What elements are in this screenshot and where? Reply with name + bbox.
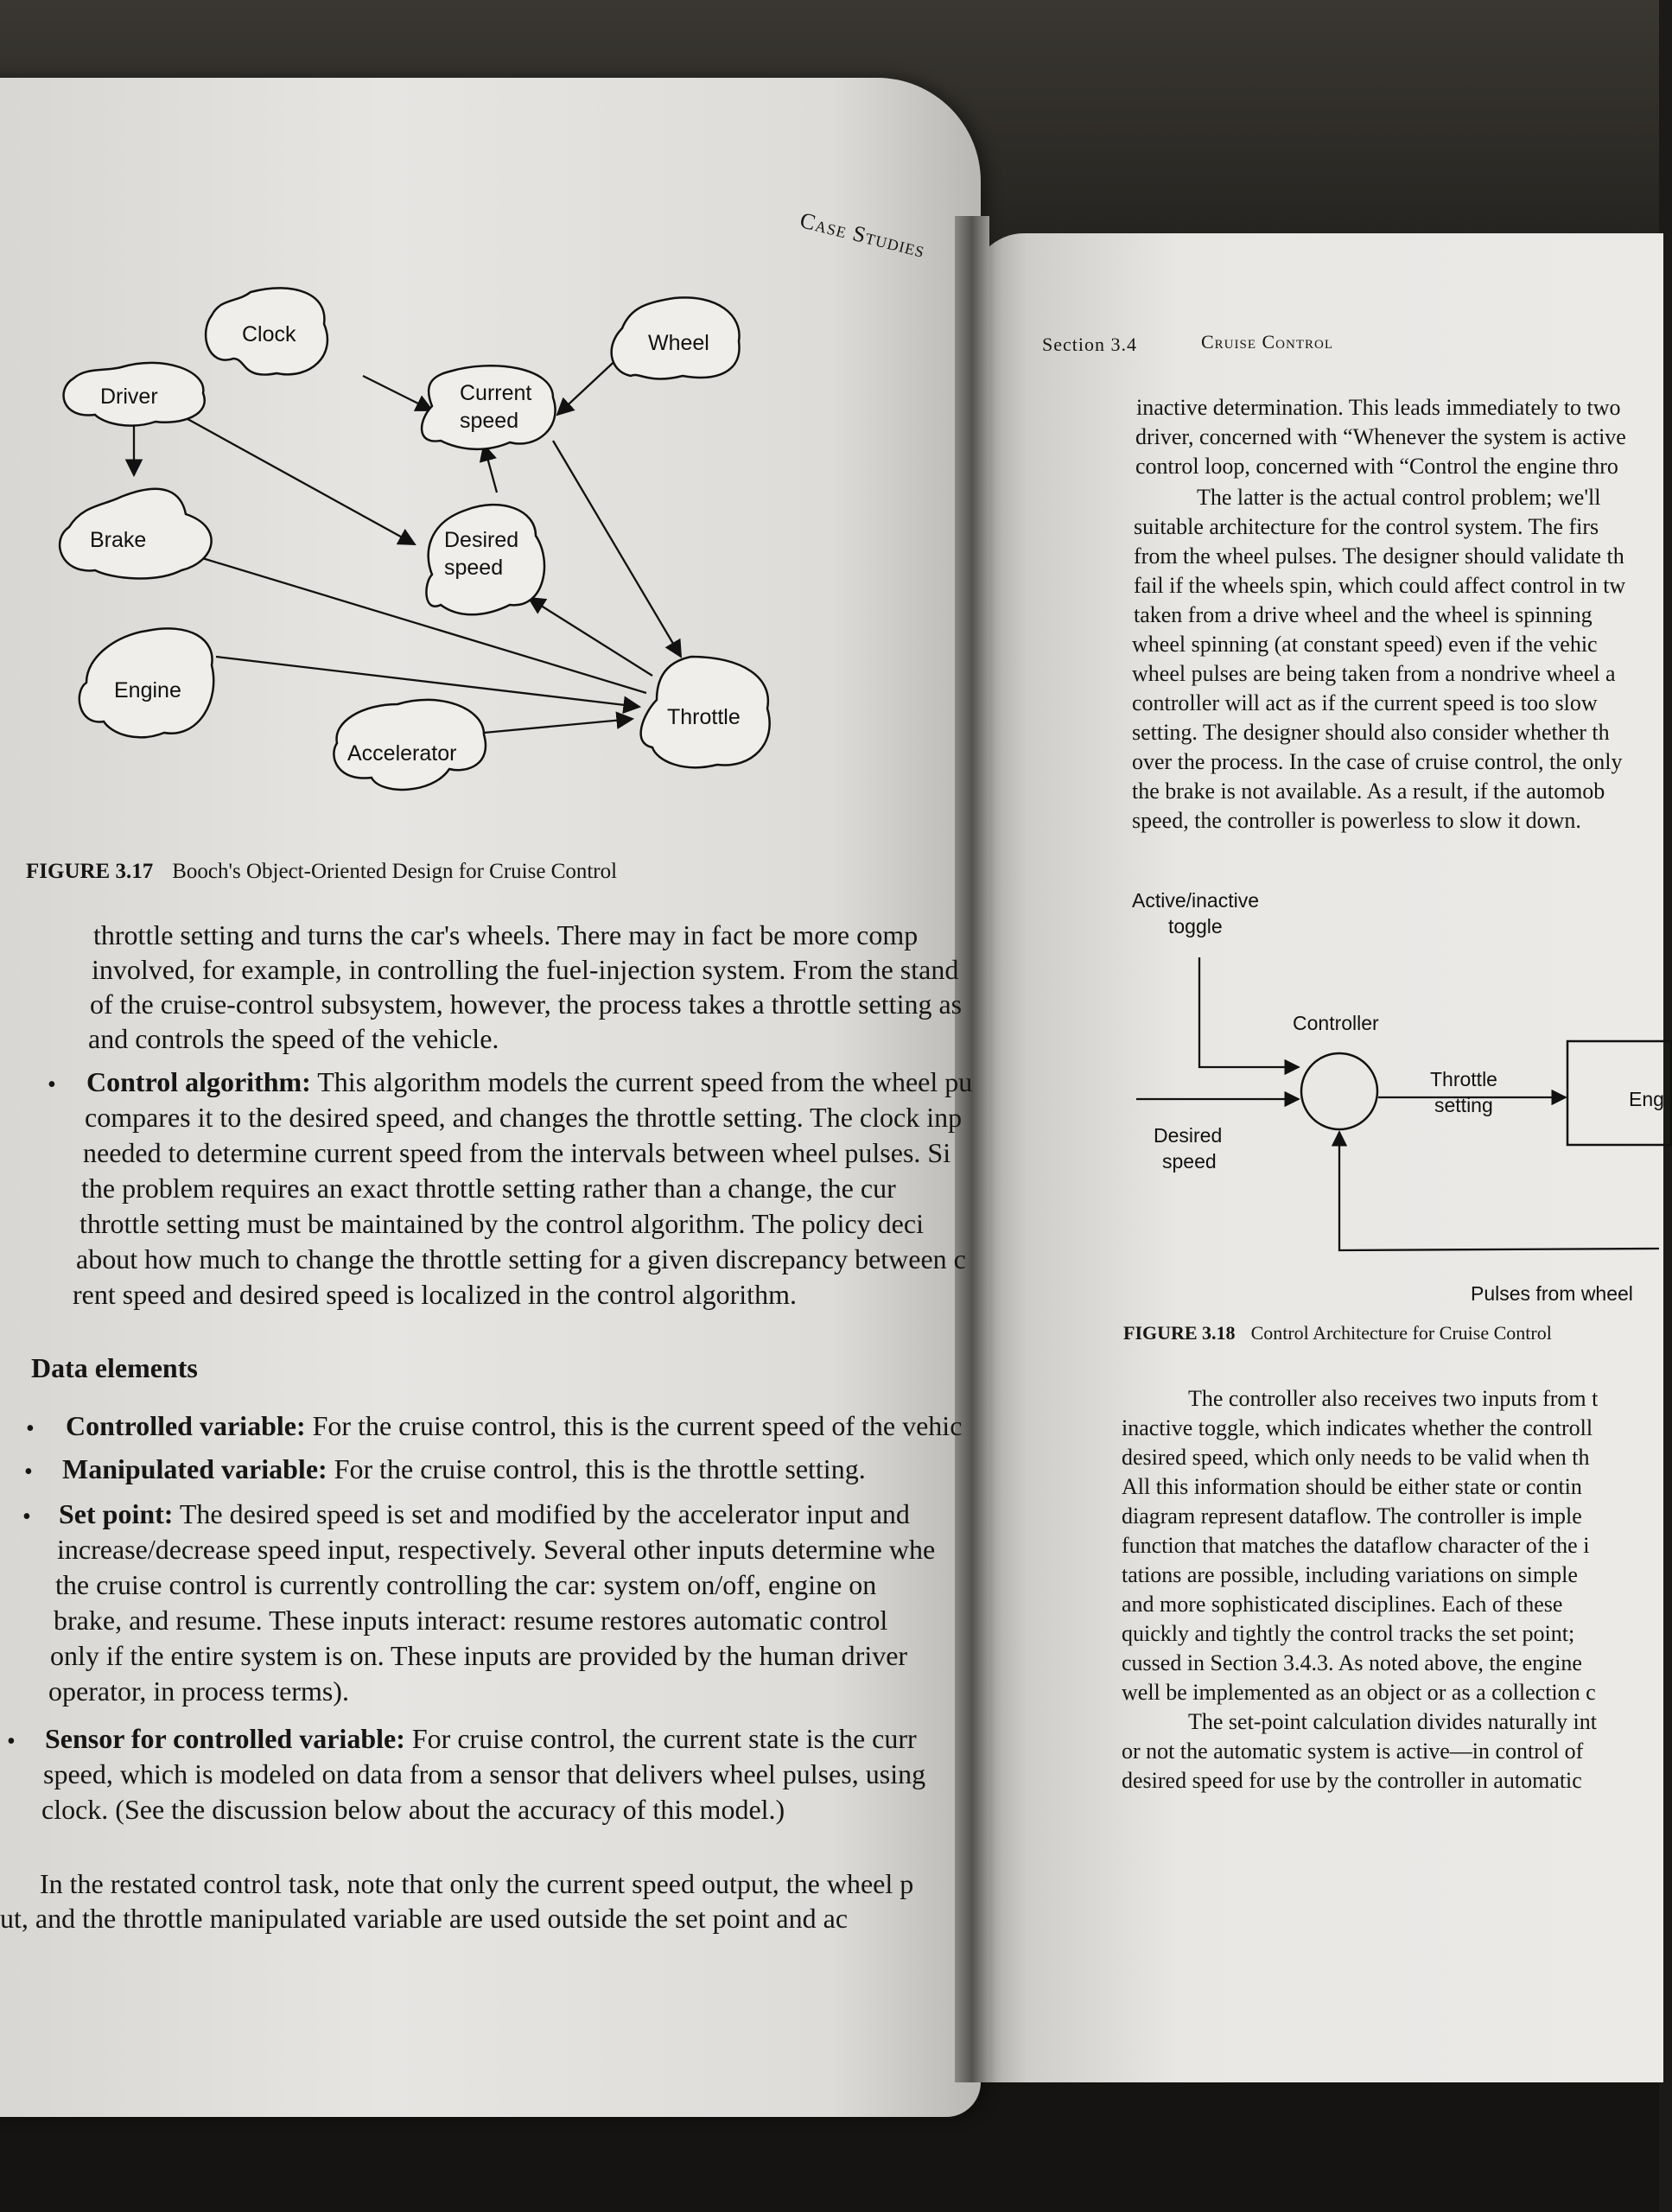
right-bottom-text <box>1119 1384 1672 1851</box>
toggle-label: toggle <box>1168 915 1223 938</box>
right-line: control loop, concerned with “Control the engine thro <box>1135 454 1618 479</box>
right-line: The latter is the actual control problem; we'll <box>1197 485 1601 510</box>
desired-speed-label: speed <box>1162 1150 1217 1173</box>
bullet-text: The desired speed is set and modified by the accelerator input and <box>173 1498 910 1529</box>
bullet-term: Controlled variable: <box>66 1410 306 1441</box>
control-algorithm-line: compares it to the desired speed, and changes the throttle setting. The clock inp <box>85 1102 963 1133</box>
right-line: wheel spinning (at constant speed) even if the vehic <box>1132 632 1598 657</box>
control-architecture-diagram <box>1123 873 1664 1313</box>
body-line: involved, for example, in controlling the fuel-injection system. From the stand <box>92 954 959 985</box>
right-line: suitable architecture for the control system. The firs <box>1134 514 1599 539</box>
right-line: controller will act as if the current speed is too slow <box>1132 690 1598 715</box>
control-algorithm-line <box>86 1065 972 1100</box>
running-head: Case Studies <box>797 207 928 264</box>
node-engine <box>79 628 213 737</box>
toggle-arrow <box>1199 957 1299 1067</box>
right-top-text <box>1132 393 1668 877</box>
toggle-label: Active/inactive <box>1132 889 1260 912</box>
figure2-title: Control Architecture for Cruise Control <box>1250 1322 1552 1344</box>
bullet-dot: • <box>48 1071 56 1098</box>
engine-label: Eng <box>1629 1088 1664 1110</box>
node-label: Brake <box>90 528 147 552</box>
right-line: desired speed for use by the controller in automatic <box>1122 1768 1582 1793</box>
data-element-line <box>66 1408 962 1444</box>
node-label: Accelerator <box>347 741 457 766</box>
controller-label: Controller <box>1293 1012 1379 1034</box>
closing-line: In the restated control task, note that only the current speed output, the wheel p <box>40 1868 914 1899</box>
right-line: the brake is not available. As a result, if the automob <box>1132 779 1605 804</box>
right-line: from the wheel pulses. The designer should validate th <box>1134 543 1624 569</box>
right-line: The set-point calculation divides naturally int <box>1188 1709 1597 1734</box>
right-line: quickly and tightly the control tracks the set point; <box>1122 1621 1575 1646</box>
bullet-term: Control algorithm: <box>86 1066 311 1097</box>
right-line: tations are possible, including variations on simple <box>1122 1562 1578 1587</box>
right-line: diagram represent dataflow. The controller is imple <box>1122 1503 1582 1529</box>
body-line: of the cruise-control subsystem, however, the process takes a throttle setting as <box>90 988 963 1020</box>
closing-line: ut, and the throttle manipulated variable are used outside the set point and ac <box>0 1903 849 1934</box>
right-line: driver, concerned with “Whenever the system is active <box>1135 424 1626 449</box>
bullet-text: For the cruise control, this is the current speed of the vehic <box>305 1410 963 1441</box>
bullet-term: Sensor for controlled variable: <box>45 1723 405 1754</box>
right-line: or not the automatic system is active—in control of <box>1122 1738 1584 1764</box>
node-current-speed <box>422 365 556 449</box>
data-elements-heading: Data elements <box>31 1352 198 1383</box>
bullet-dot: • <box>22 1503 31 1530</box>
right-line: speed, the controller is powerless to slow it down. <box>1132 808 1581 833</box>
data-element-line <box>45 1721 917 1757</box>
data-element-line <box>59 1497 910 1532</box>
right-line: taken from a drive wheel and the wheel is spinning <box>1134 602 1593 627</box>
node-brake <box>60 489 212 579</box>
diagram-edges <box>134 354 681 733</box>
control-algorithm-line: needed to determine current speed from the intervals between wheel pulses. Si <box>83 1137 951 1168</box>
right-line: The controller also receives two inputs from t <box>1188 1386 1599 1411</box>
book-gutter <box>955 216 989 2082</box>
node-label: Engine <box>114 678 181 702</box>
right-line: wheel pulses are being taken from a nondrive wheel a <box>1132 661 1616 686</box>
figure-caption <box>26 860 617 884</box>
bullet-text: For cruise control, the current state is the curr <box>404 1723 917 1754</box>
right-line: inactive toggle, which indicates whether the controll <box>1122 1415 1593 1440</box>
node-label: Current speed <box>460 381 532 433</box>
control-algorithm-line: about how much to change the throttle setting for a given discrepancy between c <box>76 1243 966 1274</box>
control-algorithm-line: rent speed and desired speed is localized in the control algorithm. <box>73 1279 797 1310</box>
right-line: inactive determination. This leads immediately to two <box>1136 395 1621 420</box>
bullet-dot: • <box>7 1728 16 1755</box>
node-label: Throttle <box>667 705 741 729</box>
bullet-dot: • <box>24 1459 33 1485</box>
node-throttle <box>641 657 770 767</box>
data-element-line: the cruise control is currently controlling the car: system on/off, engine on <box>55 1569 877 1600</box>
body-line: throttle setting and turns the car's wheels. There may in fact be more comp <box>93 919 919 950</box>
bullet-text: This algorithm models the current speed from the wheel pu <box>310 1066 973 1097</box>
right-line: cussed in Section 3.4.3. As noted above, the engine <box>1122 1650 1582 1675</box>
node-driver <box>64 363 205 426</box>
right-line: fail if the wheels spin, which could affect control in tw <box>1134 573 1626 598</box>
figure2-caption <box>1123 1322 1552 1344</box>
booch-diagram <box>35 276 795 830</box>
bullet-text: For the cruise control, this is the throttle setting. <box>327 1453 866 1484</box>
data-element-line: speed, which is modeled on data from a sensor that delivers wheel pulses, using <box>43 1758 926 1789</box>
throttle-label: setting <box>1434 1094 1493 1116</box>
figure-number: FIGURE 3.17 <box>26 860 154 883</box>
feedback-arrow <box>1339 1132 1659 1250</box>
right-line: desired speed, which only needs to be valid when th <box>1122 1445 1590 1470</box>
node-label: Wheel <box>648 331 709 355</box>
right-line: setting. The designer should also consider whether th <box>1132 720 1610 745</box>
section-number: Section 3.4 <box>1042 334 1137 355</box>
bullet-term: Set point: <box>59 1498 174 1529</box>
controller-circle <box>1301 1053 1377 1129</box>
node-label: Driver <box>100 385 158 409</box>
node-clock <box>206 288 327 374</box>
node-accelerator <box>334 700 486 790</box>
data-element-line: increase/decrease speed input, respectively. Several other inputs determine whe <box>57 1534 936 1565</box>
figure-title: Booch's Object-Oriented Design for Cruise Control <box>172 860 618 883</box>
body-line: and controls the speed of the vehicle. <box>88 1023 499 1054</box>
node-label: Clock <box>242 322 296 346</box>
data-element-line <box>62 1452 866 1487</box>
right-line: over the process. In the case of cruise control, the only <box>1132 749 1623 774</box>
throttle-label: Throttle <box>1430 1068 1497 1090</box>
node-wheel <box>612 297 740 378</box>
section-title: Cruise Control <box>1201 331 1334 353</box>
node-desired-speed <box>426 505 544 614</box>
figure2-number: FIGURE 3.18 <box>1123 1322 1236 1344</box>
control-algorithm-line: throttle setting must be maintained by the control algorithm. The policy deci <box>79 1208 924 1239</box>
right-line: well be implemented as an object or as a collection c <box>1122 1680 1596 1705</box>
desired-speed-label: Desired <box>1154 1124 1223 1147</box>
control-algorithm-line: the problem requires an exact throttle setting rather than a change, the cur <box>81 1173 896 1204</box>
pulses-label: Pulses from wheel <box>1471 1282 1633 1305</box>
data-element-line: brake, and resume. These inputs interact: resume restores automatic control <box>54 1605 888 1636</box>
right-line: function that matches the dataflow character of the i <box>1122 1533 1590 1558</box>
data-element-line: clock. (See the discussion below about the accuracy of this model.) <box>41 1794 785 1825</box>
bullet-term: Manipulated variable: <box>62 1453 327 1484</box>
data-element-line: only if the entire system is on. These inputs are provided by the human driver <box>50 1640 908 1671</box>
bullet-dot: • <box>26 1415 35 1442</box>
right-line: All this information should be either state or contin <box>1122 1474 1582 1499</box>
right-line: and more sophisticated disciplines. Each of these <box>1122 1592 1563 1617</box>
node-label: Desired speed <box>444 528 519 580</box>
data-element-line: operator, in process terms). <box>48 1675 349 1707</box>
